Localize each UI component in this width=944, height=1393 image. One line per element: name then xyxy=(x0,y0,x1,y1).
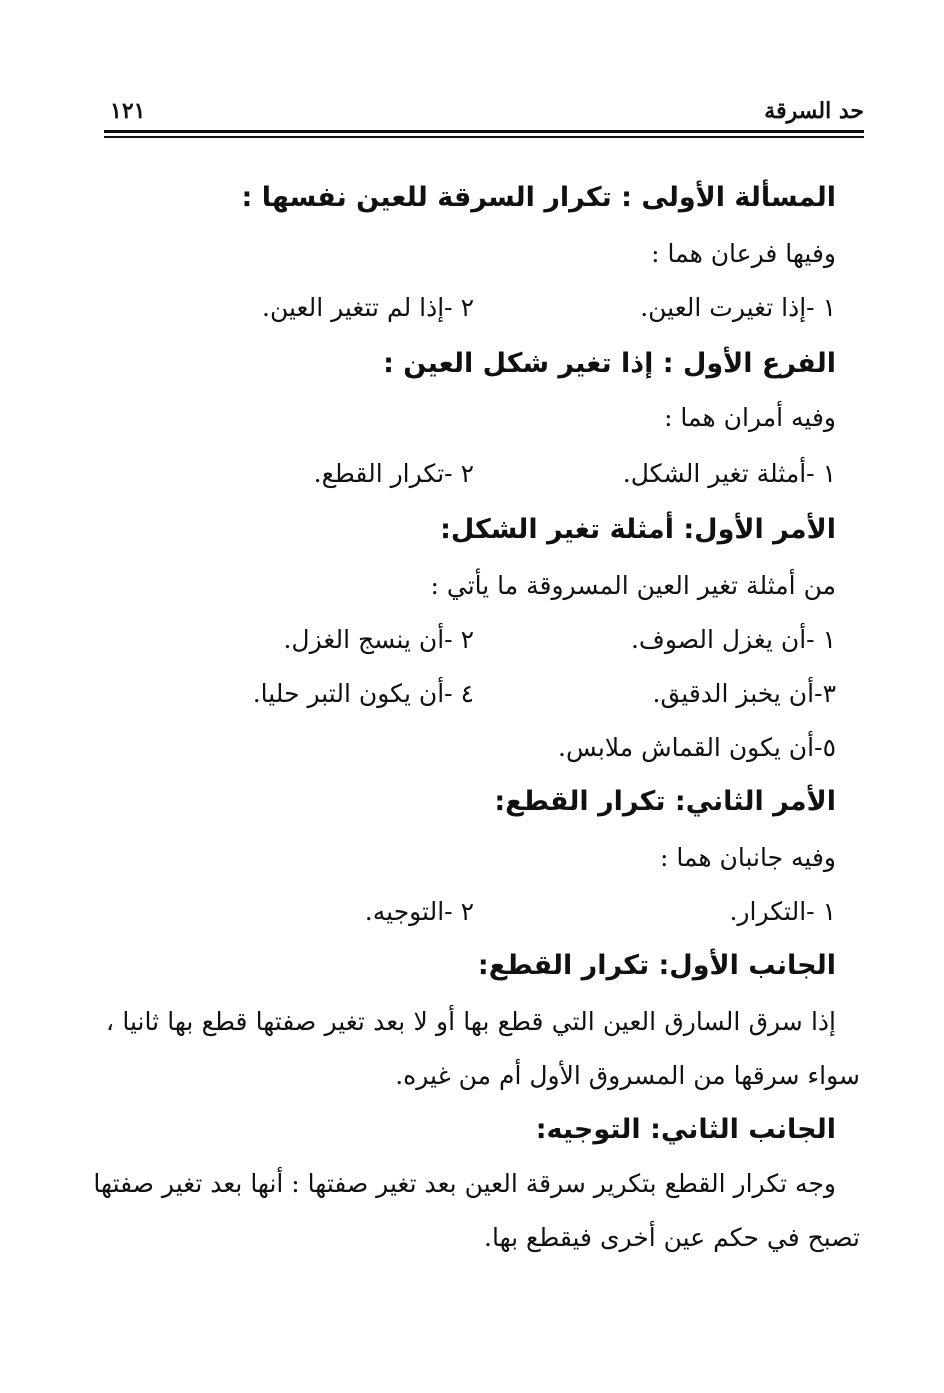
page-number: ١٢١ xyxy=(110,98,146,124)
subsection-heading: الفرع الأول : إذا تغير شكل العين : xyxy=(383,348,836,379)
subsection-heading: الجانب الثاني: التوجيه: xyxy=(535,1114,836,1145)
list-item: ١ -أمثلة تغير الشكل. xyxy=(622,459,836,488)
header-rule-thick xyxy=(104,130,864,133)
paragraph: تصبح في حكم عين أخرى فيقطع بها. xyxy=(484,1223,860,1252)
list-item: ١ -إذا تغيرت العين. xyxy=(640,293,836,322)
list-item: ٥-أن يكون القماش ملابس. xyxy=(558,733,836,762)
section-heading: المسألة الأولى : تكرار السرقة للعين نفسها : xyxy=(241,182,836,213)
list-item: ٢ -تكرار القطع. xyxy=(313,459,474,488)
list-item: ٢ -أن ينسج الغزل. xyxy=(283,625,474,654)
subsection-heading: الجانب الأول: تكرار القطع: xyxy=(477,950,836,981)
list-item: ١ -التكرار. xyxy=(729,897,836,926)
paragraph: وفيه جانبان هما : xyxy=(659,843,836,872)
paragraph: سواء سرقها من المسروق الأول أم من غيره. xyxy=(395,1061,860,1090)
list-item: ١ -أن يغزل الصوف. xyxy=(630,625,836,654)
paragraph: وجه تكرار القطع بتكرير سرقة العين بعد تغير صفتها : أنها بعد تغير صفتها xyxy=(93,1169,836,1198)
header-rule-thin xyxy=(104,136,864,138)
paragraph: وفيها فرعان هما : xyxy=(651,239,836,268)
list-item: ٤ -أن يكون التبر حليا. xyxy=(252,679,474,708)
list-item: ٢ -التوجيه. xyxy=(364,897,474,926)
list-item: ٢ -إذا لم تتغير العين. xyxy=(262,293,474,322)
paragraph: إذا سرق السارق العين التي قطع بها أو لا بعد تغير صفتها قطع بها ثانيا ، xyxy=(106,1007,836,1036)
running-header xyxy=(104,98,864,128)
paragraph: من أمثلة تغير العين المسروقة ما يأتي : xyxy=(430,571,836,600)
list-item: ٣-أن يخبز الدقيق. xyxy=(652,679,836,708)
paragraph: وفيه أمران هما : xyxy=(664,403,836,432)
subsection-heading: الأمر الأول: أمثلة تغير الشكل: xyxy=(440,514,836,545)
subsection-heading: الأمر الثاني: تكرار القطع: xyxy=(494,786,836,817)
running-title: حد السرقة xyxy=(764,98,864,124)
